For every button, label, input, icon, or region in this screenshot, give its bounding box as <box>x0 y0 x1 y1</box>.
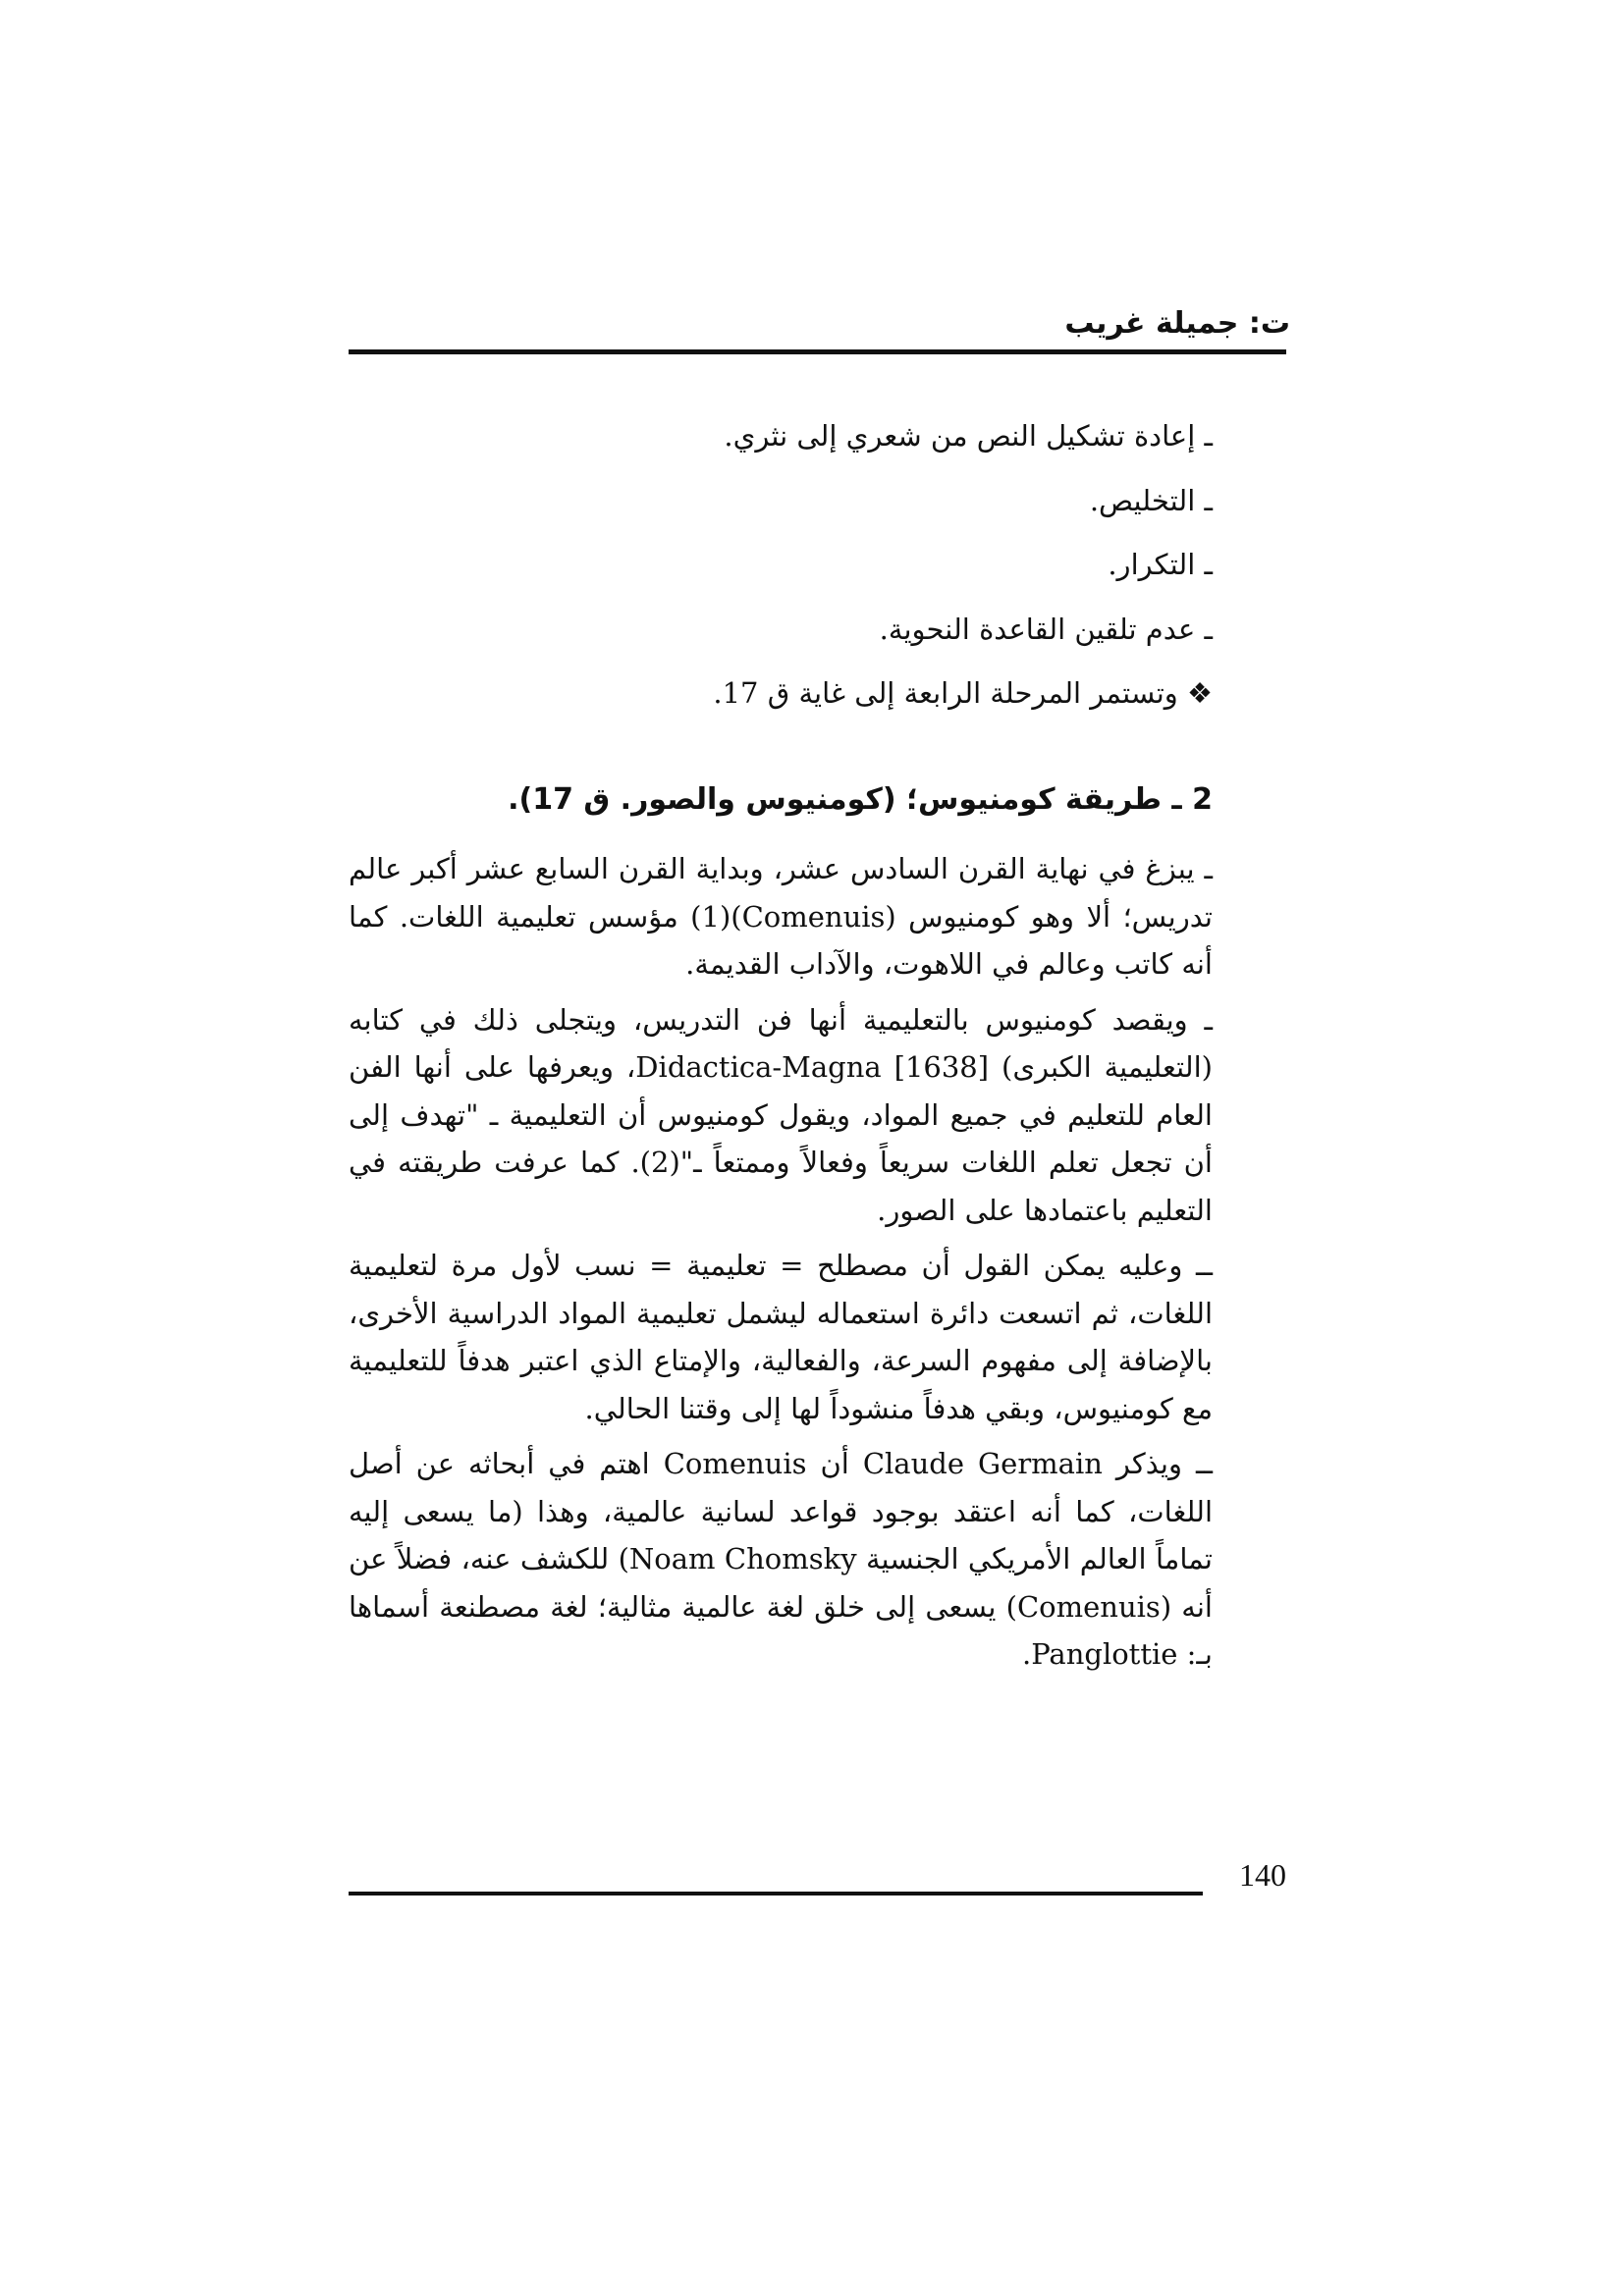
paragraph: ـ ويقصد كومنيوس بالتعليمية أنها فن التدريس، ويتجلى ذلك في كتابه (التعليمية الكبرى) Didactica-Magna [1638]، ويعرفها على أنها الفن العام للتعليم في جميع المواد، ويقول كومنيوس أن التعليمية ـ "تهدف إلى أن تجعل تعلم اللغات سريعاً وفعالاً وممتعاً ـ"(2). كما عرفت طريقته في التعليم باعتمادها على الصور. <box>349 1002 1213 1227</box>
page-body <box>349 412 1213 1686</box>
page-number: 140 <box>1239 1857 1286 1893</box>
footer-rule <box>349 1892 1203 1896</box>
bullet-item: ـ التخليص. <box>1089 483 1213 517</box>
bullet-item: ـ عدم تلقين القاعدة النحوية. <box>879 612 1213 646</box>
header-rule <box>349 349 1286 354</box>
bullet-item: ❖ وتستمر المرحلة الرابعة إلى غاية ق 17. <box>713 676 1213 710</box>
paragraph: ــ وعليه يمكن القول أن مصطلح = تعليمية = نسب لأول مرة لتعليمية اللغات، ثم اتسعت دائرة استعماله ليشمل تعليمية المواد الدراسية الأخرى، بالإضافة إلى مفهوم السرعة، والفعالية، والإمتاع الذي اعتبر هدفاً للتعليمية مع كومنيوس، وبقي هدفاً منشوداً لها إلى وقتنا الحالي. <box>349 1249 1213 1425</box>
paragraph: ــ ويذكر Claude Germain أن Comenuis اهتم في أبحاثه عن أصل اللغات، كما أنه اعتقد بوجود قواعد لسانية عالمية، وهذا (ما يسعى إليه تماماً العالم الأمريكي الجنسية Noam Chomsky) للكشف عنه، فضلاً عن أنه (Comenuis) يسعى إلى خلق لغة عالمية مثالية؛ لغة مصطنعة أسماها بـ: Panglottie. <box>349 1447 1213 1671</box>
bullet-item: ـ التكرار. <box>1108 548 1213 581</box>
bullet-item: ـ إعادة تشكيل النص من شعري إلى نثري. <box>724 419 1213 453</box>
paragraph: ـ يبزغ في نهاية القرن السادس عشر، وبداية القرن السابع عشر أكبر عالم تدريس؛ ألا وهو كومنيوس (Comenuis)(1) مؤسس تعليمية اللغات. كما أنه كاتب وعالم في اللاهوت، والآداب القديمة. <box>349 852 1214 981</box>
section-title: 2 ـ طريقة كومنيوس؛ (كومنيوس والصور. ق 17). <box>508 781 1213 817</box>
running-head: ت: جميلة غريب <box>1064 306 1290 341</box>
